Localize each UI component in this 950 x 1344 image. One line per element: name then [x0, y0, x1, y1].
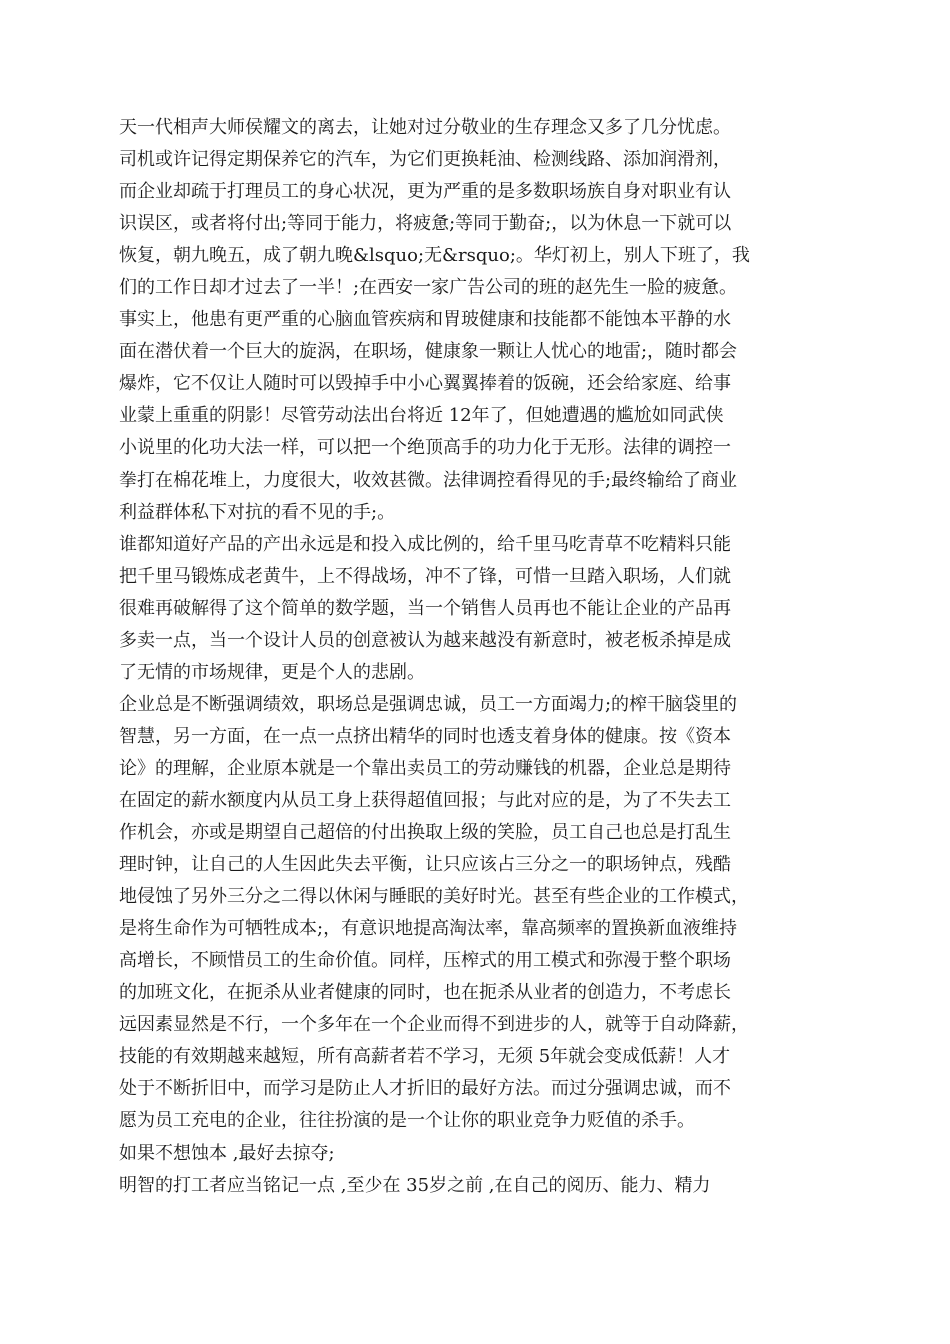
text-line: 论》的理解，企业原本就是一个靠出卖员工的劳动赚钱的机器，企业总是期待: [119, 757, 731, 779]
text-line: 远因素显然是不行，一个多年在一个企业而得不到进步的人，就等于自动降薪，: [119, 1014, 749, 1036]
text-line: 而企业却疏于打理员工的身心状况，更为严重的是多数职场族自身对职业有认: [119, 181, 731, 203]
text-line: 明智的打工者应当铭记一点 ,至少在 35岁之前 ,在自己的阅历、能力、精力: [119, 1174, 711, 1196]
text-line: 是将生命作为可牺牲成本;，有意识地提高淘汰率，靠高频率的置换新血液维持: [119, 918, 738, 940]
text-line: 作机会，亦或是期望自己超倍的付出换取上级的笑脸，员工自己也总是打乱生: [119, 822, 731, 844]
text-line: 拳打在棉花堆上，力度很大，收效甚微。法律调控看得见的手;最终输给了商业: [119, 469, 738, 491]
text-line: 们的工作日却才过去了一半！;在西安一家广告公司的班的赵先生一脸的疲惫。: [119, 277, 738, 299]
text-line: 天一代相声大师侯耀文的离去，让她对过分敬业的生存理念又多了几分忧虑。: [119, 117, 731, 138]
text-line: 识误区，或者将付出;等同于能力，将疲惫;等同于勤奋;，以为休息一下就可以: [119, 213, 732, 235]
text-line: 企业总是不断强调绩效，职场总是强调忠诚，员工一方面竭力;的榨干脑袋里的: [119, 693, 738, 715]
text-line: 小说里的化功大法一样，可以把一个绝顶高手的功力化于无形。法律的调控一: [119, 437, 731, 459]
text-line: 愿为员工充电的企业，往往扮演的是一个让你的职业竞争力贬值的杀手。: [119, 1110, 695, 1132]
text-line: 司机或许记得定期保养它的汽车，为它们更换耗油、检测线路、添加润滑剂，: [119, 149, 731, 171]
text-line: 处于不断折旧中，而学习是防止人才折旧的最好方法。而过分强调忠诚，而不: [119, 1078, 731, 1100]
text-line: 利益群体私下对抗的看不见的手;。: [119, 501, 396, 523]
body-text: [119, 112, 809, 1202]
text-line: 在固定的薪水额度内从员工身上获得超值回报；与此对应的是，为了不失去工: [119, 789, 731, 811]
text-line: 技能的有效期越来越短，所有高薪者若不学习，无须 5年就会变成低薪！人才: [119, 1046, 731, 1068]
text-line: 很难再破解得了这个简单的数学题，当一个销售人员再也不能让企业的产品再: [119, 597, 731, 619]
text-line: 面在潜伏着一个巨大的旋涡，在职场，健康象一颗让人忧心的地雷;，随时都会: [119, 341, 738, 363]
text-line: 爆炸，它不仅让人随时可以毁掉手中小心翼翼捧着的饭碗，还会给家庭、给事: [119, 373, 731, 395]
text-line: 谁都知道好产品的产出永远是和投入成比例的，给千里马吃青草不吃精料只能: [119, 533, 731, 555]
text-line: 恢复，朝九晚五，成了朝九晚&lsquo;无&rsquo;。华灯初上，别人下班了，我: [119, 245, 750, 267]
text-line: 了无情的市场规律，更是个人的悲剧。: [119, 661, 425, 683]
text-line: 如果不想蚀本 ,最好去掠夺;: [119, 1142, 335, 1164]
text-line: 把千里马锻炼成老黄牛，上不得战场，冲不了锋，可惜一旦踏入职场，人们就: [119, 565, 731, 587]
text-line: 事实上，他患有更严重的心脑血管疾病和胃玻健康和技能都不能蚀本平静的水: [119, 309, 731, 331]
text-line: 智慧，另一方面，在一点一点挤出精华的同时也透支着身体的健康。按《资本: [119, 725, 731, 747]
text-line: 的加班文化，在扼杀从业者健康的同时，也在扼杀从业者的创造力，不考虑长: [119, 982, 731, 1004]
text-line: 理时钟，让自己的人生因此失去平衡，让只应该占三分之一的职场钟点，残酷: [119, 854, 731, 876]
text-line: 多卖一点，当一个设计人员的创意被认为越来越没有新意时，被老板杀掉是成: [119, 629, 731, 651]
text-line: 高增长，不顾惜员工的生命价值。同样，压榨式的用工模式和弥漫于整个职场: [119, 950, 731, 972]
text-line: 业蒙上重重的阴影！尽管劳动法出台将近 12年了，但她遭遇的尴尬如同武侠: [119, 405, 724, 427]
text-line: 地侵蚀了另外三分之二得以休闲与睡眠的美好时光。甚至有些企业的工作模式，: [119, 886, 749, 908]
